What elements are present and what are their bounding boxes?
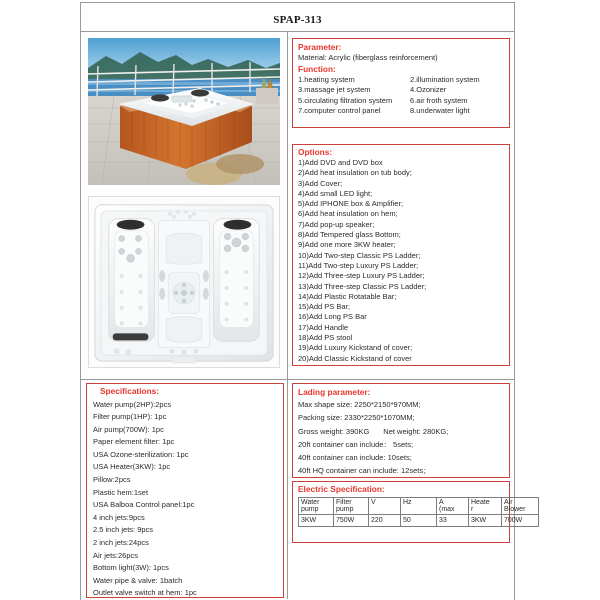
table-header-cell [437, 498, 469, 515]
parameter-panel [292, 38, 510, 128]
specification-item: Plastic hem:1set [93, 487, 149, 497]
lading-packing-size: Packing size: 2330*2250*1070MM; [298, 413, 415, 423]
table-header-cell [502, 498, 539, 515]
function-list [298, 75, 509, 117]
option-item: 9)Add one more 3KW heater; [298, 240, 396, 250]
page-title: SPAP-313 [273, 14, 322, 26]
specification-item: 4 inch jets:9pcs [93, 512, 145, 522]
lading-container-20ft: 20ft container can include： 5sets; [298, 439, 414, 449]
options-heading: Options: [298, 147, 333, 157]
outdoor-scene-illustration [88, 38, 280, 185]
lading-panel [292, 383, 510, 478]
lading-max-shape-size: Max shape size: 2250*2150*970MM; [298, 400, 421, 409]
specification-item: Filter pump(1HP): 1pc [93, 412, 167, 422]
option-item: 2)Add heat insulation on tub body; [298, 168, 412, 178]
table-header-cell [401, 498, 437, 515]
header-line1: Water [301, 499, 320, 506]
option-item: 4)Add small LED light; [298, 188, 373, 198]
option-item: 10)Add Two-step Classic PS Ladder; [298, 250, 421, 260]
column-divider [287, 31, 288, 599]
title-divider [81, 31, 514, 32]
lading-heading: Lading parameter: [298, 387, 371, 397]
header-line1: Heate [471, 499, 490, 506]
table-cell: 220 [369, 515, 401, 527]
table-cell: 33 [437, 515, 469, 527]
parameter-heading: Parameter: [298, 42, 342, 52]
specifications-heading: Specifications: [100, 386, 160, 396]
option-item: 7)Add pop-up speaker; [298, 219, 375, 229]
lading-container-40hq: 40ft HQ container can include: 12sets； [298, 466, 431, 476]
specification-item: Air jets:26pcs [93, 550, 139, 560]
function-item: 7.computer control panel [298, 106, 381, 116]
header-line1: Hz [403, 499, 412, 506]
table-cell: 750W [334, 515, 369, 527]
specification-item: Pillow:2pcs [93, 475, 131, 485]
table-row [299, 515, 539, 527]
option-item: 14)Add Plastic Rotatable Bar; [298, 291, 397, 301]
specification-item: USA Ozone-sterilization: 1pc [93, 449, 189, 459]
specification-item: Outlet valve switch at hem: 1pc [93, 588, 197, 598]
table-cell: 3KW [299, 515, 334, 527]
function-item: 2.illumination system [410, 74, 480, 84]
option-item: 3)Add Cover; [298, 178, 343, 188]
table-header-cell [469, 498, 502, 515]
electric-specification-panel [292, 481, 526, 543]
specification-item: Air pump(700W): 1pc [93, 424, 164, 434]
specification-item: Water pipe & valve: 1batch [93, 575, 183, 585]
specification-item: Water pump(2HP):2pcs [93, 399, 172, 409]
header-line2: pump [336, 506, 354, 513]
option-item: 11)Add Two-step Luxury PS Ladder; [298, 260, 419, 270]
table-cell: 3KW [469, 515, 502, 527]
product-photo-outdoor [88, 38, 280, 185]
header-line2: r [471, 506, 474, 513]
lading-net-weight: Net weight: 280KG; [383, 426, 449, 436]
table-header-cell [334, 498, 369, 515]
specification-item: 2.5 inch jets: 9pcs [93, 525, 154, 535]
middle-divider [81, 379, 514, 380]
function-item: 3.massage jet system [298, 85, 371, 95]
option-item: 1)Add DVD and DVD box [298, 158, 383, 167]
option-item: 19)Add Luxury Kickstand of cover; [298, 343, 413, 353]
function-item: 6.air froth system [410, 95, 468, 105]
header-line1: Air [504, 499, 513, 506]
specification-item: 2 inch jets:24pcs [93, 538, 149, 548]
table-header-cell [369, 498, 401, 515]
electric-specification-table [298, 497, 539, 527]
table-header-row [299, 498, 539, 515]
option-item: 15)Add PS Bar; [298, 302, 351, 312]
function-item: 4.Ozonizer [410, 85, 447, 95]
lading-weights [298, 425, 509, 438]
option-item: 6)Add heat insulation on hem; [298, 209, 398, 219]
parameter-material: Material: Acrylic (fiberglass reinforcement) [298, 53, 438, 62]
function-item: 5.circulating filtration system [298, 95, 393, 105]
specification-item: Paper element filter: 1pc [93, 437, 175, 447]
header-line1: Filter [336, 499, 352, 506]
option-item: 13)Add Three-step Classic PS Ladder; [298, 281, 427, 291]
spa-shell-topview-illustration [89, 197, 279, 367]
header-line2: pump [301, 506, 319, 513]
product-photo-topview [88, 196, 280, 368]
option-item: 17)Add Handle [298, 322, 349, 332]
header-line2: Blower [504, 506, 526, 513]
specifications-panel [86, 383, 284, 598]
function-item: 1.heating system [298, 74, 355, 84]
option-item: 5)Add IPHONE box & Amplifier; [298, 199, 404, 209]
electric-heading: Electric Specification: [298, 484, 385, 494]
header-line2: (max [439, 506, 455, 513]
option-item: 8)Add Tempered glass Bottom; [298, 230, 401, 240]
function-heading: Function: [298, 63, 336, 74]
option-item: 12)Add Three-step Luxury PS Ladder; [298, 271, 425, 281]
specification-item: Bottom light(3W): 1pcs [93, 563, 169, 573]
function-item: 8.underwater light [410, 106, 470, 116]
header-line1: V [371, 499, 376, 506]
specification-item: USA Balboa Control panel:1pc [93, 500, 195, 510]
options-panel [292, 144, 510, 366]
header-line1: A [439, 499, 444, 506]
option-item: 16)Add Long PS Bar [298, 312, 367, 322]
lading-container-40ft: 40ft container can include: 10sets; [298, 453, 412, 463]
table-cell: 50 [401, 515, 437, 527]
option-item: 18)Add PS stool [298, 333, 353, 343]
table-header-cell [299, 498, 334, 515]
option-item: 20)Add Classic Kickstand of cover [298, 353, 412, 363]
specification-item: USA Heater(3KW): 1pc [93, 462, 171, 472]
table-cell: 700W [502, 515, 539, 527]
lading-gross-weight: Gross weight: 390KG [298, 426, 370, 436]
